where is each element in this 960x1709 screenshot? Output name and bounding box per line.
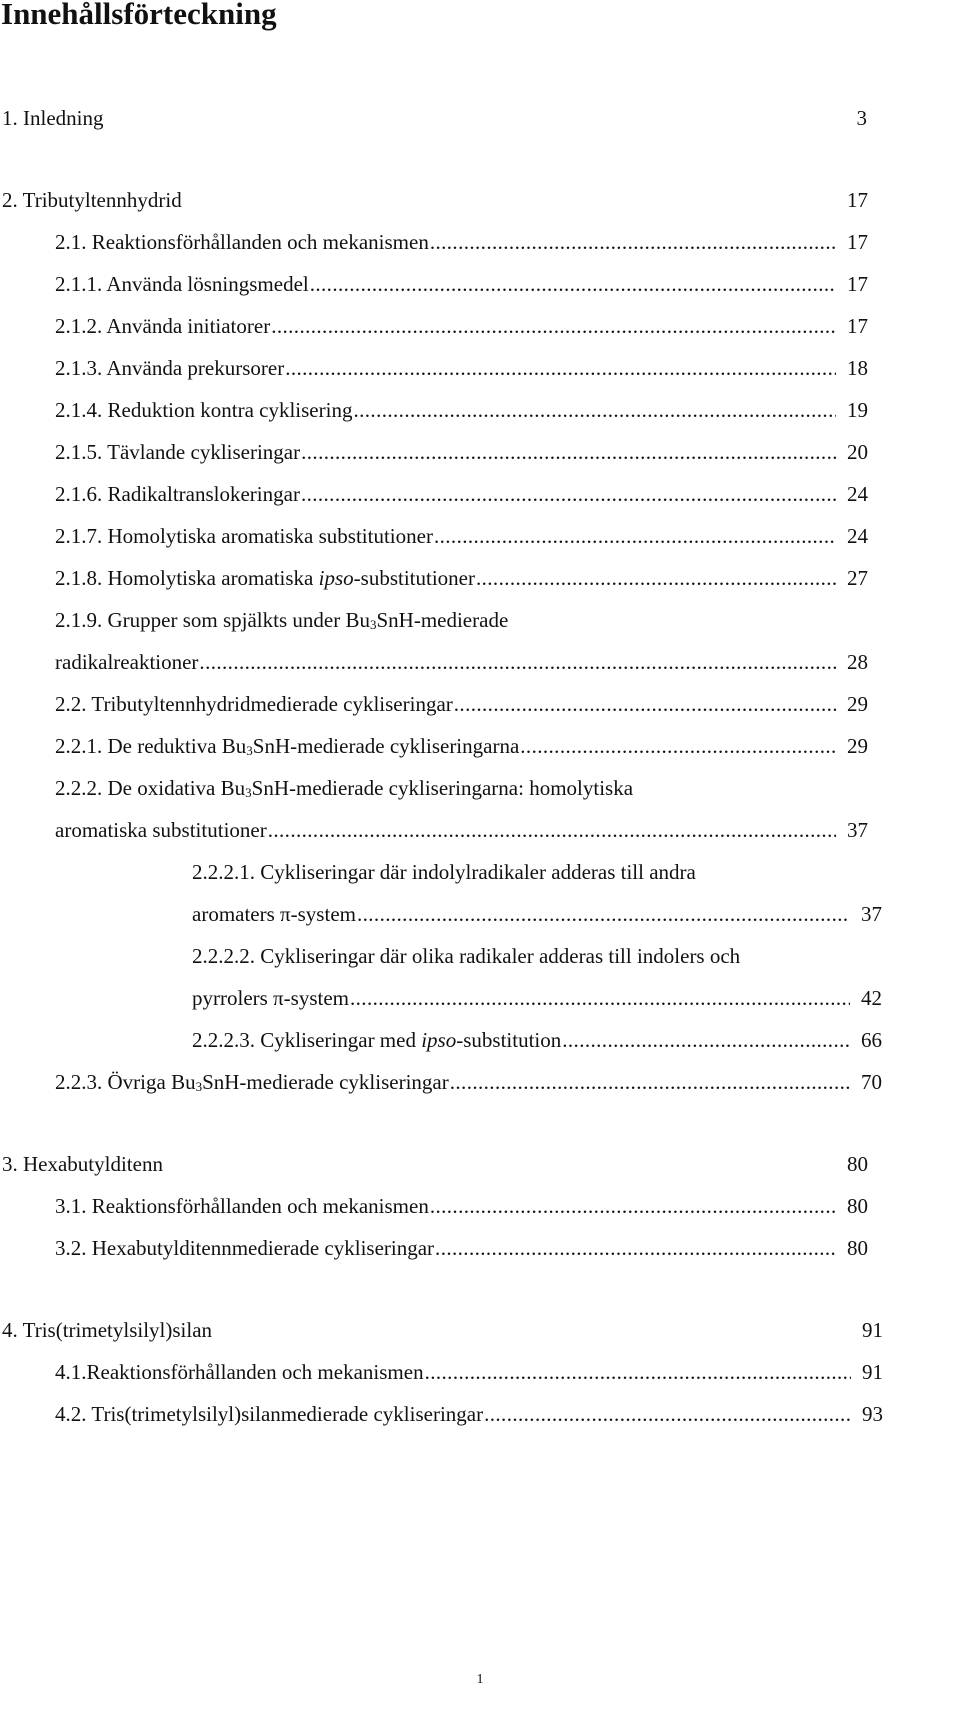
toc-page-number: 70 xyxy=(861,1070,882,1094)
toc-leader-dots xyxy=(353,396,836,424)
toc-leader-dots xyxy=(435,1234,836,1262)
toc-entry xyxy=(55,522,868,550)
toc-entry-label: 2.1.6. Radikaltranslokeringar xyxy=(55,482,300,506)
toc-leader-dots xyxy=(520,732,836,760)
toc-entry-label: 4.1.Reaktionsförhållanden och mekanismen xyxy=(55,1360,424,1384)
toc-page-number: 17 xyxy=(847,272,868,296)
toc-leader-dots xyxy=(450,1068,850,1096)
toc-entry-label: 2.1.9. Grupper som spjälkts under $Bu_3SnH$-medierade xyxy=(55,608,509,632)
toc-entry xyxy=(192,984,882,1012)
toc-leader-dots xyxy=(285,354,836,382)
toc-entry-label: 4. Tris(trimetylsilyl)silan xyxy=(2,1318,213,1342)
toc-entry-label: 2.1. Reaktionsförhållanden och mekanismen xyxy=(55,230,429,254)
toc-entry-label: 4.2. Tris(trimetylsilyl)silanmedierade cykliseringar xyxy=(55,1402,484,1426)
toc-entry-label: 2.2.2. De oxidativa $Bu_3SnH$-medierade cykliseringarna: homolytiska xyxy=(55,776,634,800)
toc-entry-label: 2.1.2. Använda initiatorer xyxy=(55,314,271,338)
toc-page-number: 29 xyxy=(847,692,868,716)
toc-entry xyxy=(55,1400,883,1428)
toc-page-number: 91 xyxy=(862,1360,883,1384)
page-title: Innehållsförteckning xyxy=(1,0,277,31)
toc-entry-label: 2.2.1. De reduktiva $Bu_3SnH$-medierade cykliseringarna xyxy=(55,734,520,758)
toc-leader-dots xyxy=(268,816,836,844)
toc-entry xyxy=(2,104,867,132)
toc-entry xyxy=(55,438,868,466)
toc-leader-dots xyxy=(199,648,836,676)
toc-leader-dots xyxy=(484,1400,851,1428)
toc-entry xyxy=(55,564,868,592)
toc-page-number: 17 xyxy=(847,188,868,212)
toc-leader-dots xyxy=(430,228,836,256)
toc-page-number: 18 xyxy=(847,356,868,380)
toc-entry-label: 3.1. Reaktionsförhållanden och mekanismen xyxy=(55,1194,429,1218)
toc-leader-dots xyxy=(271,312,836,340)
toc-page-number: 17 xyxy=(847,230,868,254)
toc-leader-dots xyxy=(310,270,836,298)
toc-entry xyxy=(55,1192,868,1220)
toc-entry xyxy=(55,396,868,424)
toc-page-number: 19 xyxy=(847,398,868,422)
toc-page-number: 37 xyxy=(861,902,882,926)
toc-entry xyxy=(55,690,868,718)
toc-entry xyxy=(55,732,868,760)
toc-page-number: 20 xyxy=(847,440,868,464)
toc-entry-label: 2.1.5. Tävlande cykliseringar xyxy=(55,440,301,464)
toc-leader-dots xyxy=(350,984,850,1012)
toc-entry-label: aromaters π-system xyxy=(192,902,356,926)
toc-entry xyxy=(55,774,868,802)
toc-leader-dots xyxy=(454,690,836,718)
toc-entry xyxy=(55,1068,882,1096)
toc-page-number: 42 xyxy=(861,986,882,1010)
toc-page-number: 24 xyxy=(847,524,868,548)
toc-leader-dots xyxy=(357,900,850,928)
toc-page-number: 28 xyxy=(847,650,868,674)
toc-page-number: 27 xyxy=(847,566,868,590)
toc-entry xyxy=(192,1026,882,1054)
toc-entry xyxy=(55,1234,868,1262)
toc-entry xyxy=(55,816,868,844)
toc-entry-label: pyrrolers π-system xyxy=(192,986,349,1010)
toc-entry xyxy=(192,858,868,886)
toc-entry-label: 2.2.2.1. Cykliseringar där indolylradikaler adderas till andra xyxy=(192,860,696,884)
toc-entry-label: 2.2.2.3. Cykliseringar med ipso-substitution xyxy=(192,1028,562,1052)
toc-entry xyxy=(55,270,868,298)
toc-entry xyxy=(55,312,868,340)
toc-entry xyxy=(55,648,868,676)
toc-leader-dots xyxy=(301,480,836,508)
toc-page-number: 80 xyxy=(847,1236,868,1260)
toc-page-number: 66 xyxy=(861,1028,882,1052)
toc-entry xyxy=(192,900,882,928)
toc-entry-label: 1. Inledning xyxy=(2,106,104,130)
toc-entry-label: 2.1.3. Använda prekursorer xyxy=(55,356,285,380)
toc-leader-dots xyxy=(430,1192,836,1220)
toc-page-number: 80 xyxy=(847,1152,868,1176)
toc-entry xyxy=(55,228,868,256)
toc-entry xyxy=(2,1316,883,1344)
toc-page-number: 80 xyxy=(847,1194,868,1218)
toc-leader-dots xyxy=(425,1358,851,1386)
toc-entry-label: 2.2. Tributyltennhydridmedierade cykliseringar xyxy=(55,692,453,716)
toc-page-number: 24 xyxy=(847,482,868,506)
toc-leader-dots xyxy=(562,1026,850,1054)
toc-entry xyxy=(55,354,868,382)
toc-entry-label: 2.2.3. Övriga $Bu_3SnH$-medierade cykliseringar xyxy=(55,1070,449,1094)
toc-page-number: 3 xyxy=(856,106,867,130)
toc-entry-label: 2.1.1. Använda lösningsmedel xyxy=(55,272,309,296)
toc-page-number: 91 xyxy=(862,1318,883,1342)
toc-leader-dots xyxy=(434,522,836,550)
footer-page-number: 1 xyxy=(476,1672,484,1687)
toc-entry-label: 3.2. Hexabutylditennmedierade cykliseringar xyxy=(55,1236,435,1260)
toc-entry xyxy=(55,1358,883,1386)
toc-page-number: 17 xyxy=(847,314,868,338)
toc-entry-label: radikalreaktioner xyxy=(55,650,199,674)
toc-leader-dots xyxy=(476,564,836,592)
toc-entry-label: aromatiska substitutioner xyxy=(55,818,267,842)
toc-entry-label: 3. Hexabutylditenn xyxy=(2,1152,163,1176)
toc-entry xyxy=(55,606,868,634)
toc-leader-dots xyxy=(301,438,836,466)
toc-entry-label: 2.1.7. Homolytiska aromatiska substitutioner xyxy=(55,524,433,548)
toc-entry xyxy=(2,186,868,214)
toc-entry-label: 2. Tributyltennhydrid xyxy=(2,188,182,212)
toc-page-number: 93 xyxy=(862,1402,883,1426)
toc-page-number: 37 xyxy=(847,818,868,842)
toc-entry xyxy=(192,942,882,970)
toc-page-number: 29 xyxy=(847,734,868,758)
toc-entry xyxy=(2,1150,868,1178)
toc-entry-label: 2.2.2.2. Cykliseringar där olika radikaler adderas till indolers och xyxy=(192,944,741,968)
toc-entry-label: 2.1.8. Homolytiska aromatiska ipso-substitutioner xyxy=(55,566,475,590)
toc-entry-label: 2.1.4. Reduktion kontra cyklisering xyxy=(55,398,353,422)
toc-entry xyxy=(55,480,868,508)
